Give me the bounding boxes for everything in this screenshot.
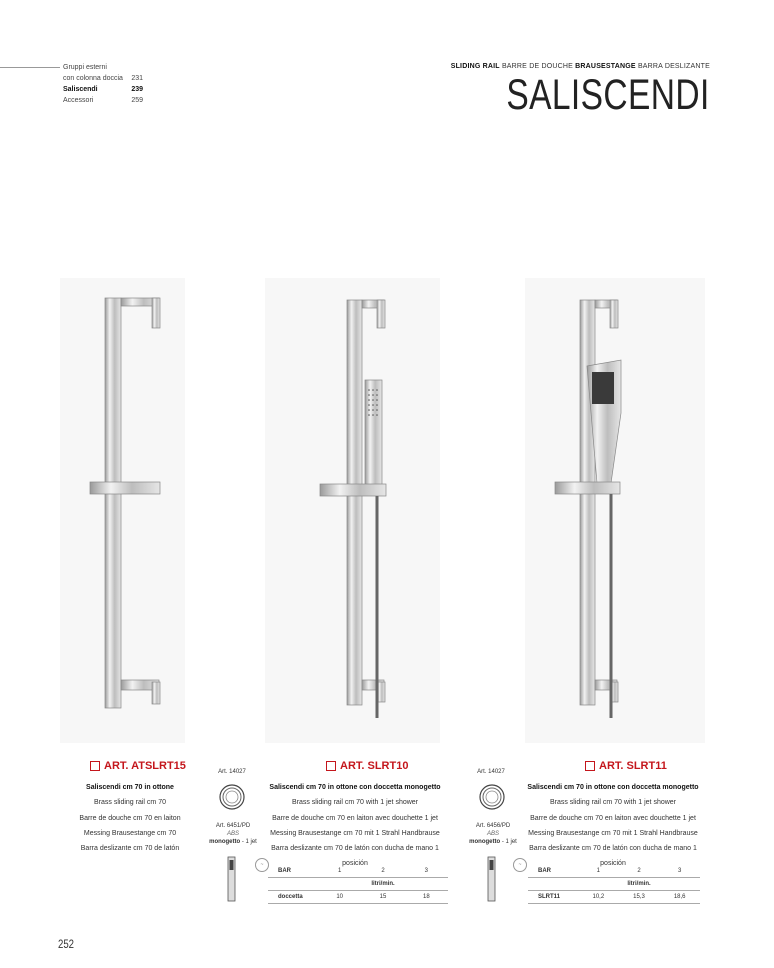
art-code-slrt10: ART. SLRT10 [326, 760, 408, 772]
nav-item-accessori[interactable]: Accessori 259 [63, 97, 143, 104]
product-photo-slrt11 [525, 278, 705, 743]
hose-info-slrt10: Art. 14027 [218, 769, 246, 775]
product-description-slrt10: Saliscendi cm 70 in ottone con doccetta monogetto Brass sliding rail cm 70 with 1 jet shower Barre de douche cm 70 en laiton avec douchette 1 jet Messing Brausestange cm 70 mit 1 Strahl Handbrause Barra deslizante cm 70 de latón con ducha de mano 1 posición [269, 784, 441, 868]
art-code-atslrt15: ART. ATSLRT15 [90, 760, 186, 772]
hose-coil-icon [217, 782, 247, 812]
flow-table-slrt11 [528, 865, 700, 904]
table-row: litri/min. [528, 878, 700, 891]
table-row: BAR 1 2 3 [268, 865, 448, 878]
product-photo-slrt10 [265, 278, 440, 743]
table-row: BAR 1 2 3 [528, 865, 700, 878]
flow-table-slrt10 [268, 865, 448, 904]
product-photo-atslrt15 [60, 278, 185, 743]
art-code-slrt11: ART. SLRT11 [585, 760, 667, 772]
page-title: SALISCENDI [506, 71, 710, 119]
checkbox-square-icon [585, 761, 595, 771]
page-number: 252 [58, 937, 75, 951]
checkbox-square-icon [326, 761, 336, 771]
shower-info-slrt10: Art. 6451/PD ABS monogetto - 1 jet [209, 823, 257, 845]
shower-info-slrt11: Art. 6456/PD ABS monogetto - 1 jet [469, 823, 517, 845]
flow-rate-icon: ~ [255, 858, 269, 872]
sliding-rail-with-square-shower-image [525, 278, 705, 743]
table-row: doccetta 10 15 18 [268, 891, 448, 904]
section-nav [63, 62, 143, 106]
hand-shower-icon [485, 855, 499, 905]
product-description-atslrt15: Saliscendi cm 70 in ottone Brass sliding rail cm 70 Barre de douche cm 70 en laiton Messing Brausestange cm 70 Barra deslizante cm 70 de latón [79, 784, 181, 853]
hose-coil-icon [477, 782, 507, 812]
product-description-slrt11: Saliscendi cm 70 in ottone con doccetta monogetto Brass sliding rail cm 70 with 1 jet shower Barre de douche cm 70 en laiton avec douchette 1 jet Messing Brausestange cm 70 mit 1 Strahl Handbrause Barra deslizante cm 70 de latón con ducha de mano 1 posición [527, 784, 699, 868]
sliding-rail-with-shower-image [265, 278, 440, 743]
flow-rate-icon: ~ [513, 858, 527, 872]
hand-shower-icon [225, 855, 239, 905]
sliding-rail-image [60, 278, 185, 743]
nav-item-saliscendi[interactable]: Saliscendi 239 [63, 86, 143, 93]
hose-info-slrt11: Art. 14027 [477, 769, 505, 775]
table-row: SLRT11 10,2 15,3 18,6 [528, 891, 700, 904]
table-row: litri/min. [268, 878, 448, 891]
nav-item-gruppi[interactable]: Gruppi esterni [63, 64, 107, 71]
multilingual-subtitle: SLIDING RAIL BARRE DE DOUCHE BRAUSESTANGE BARRA DESLIZANTE [450, 63, 710, 70]
nav-divider [0, 67, 60, 68]
nav-item-colonna[interactable]: con colonna doccia 231 [63, 75, 143, 82]
checkbox-square-icon [90, 761, 100, 771]
